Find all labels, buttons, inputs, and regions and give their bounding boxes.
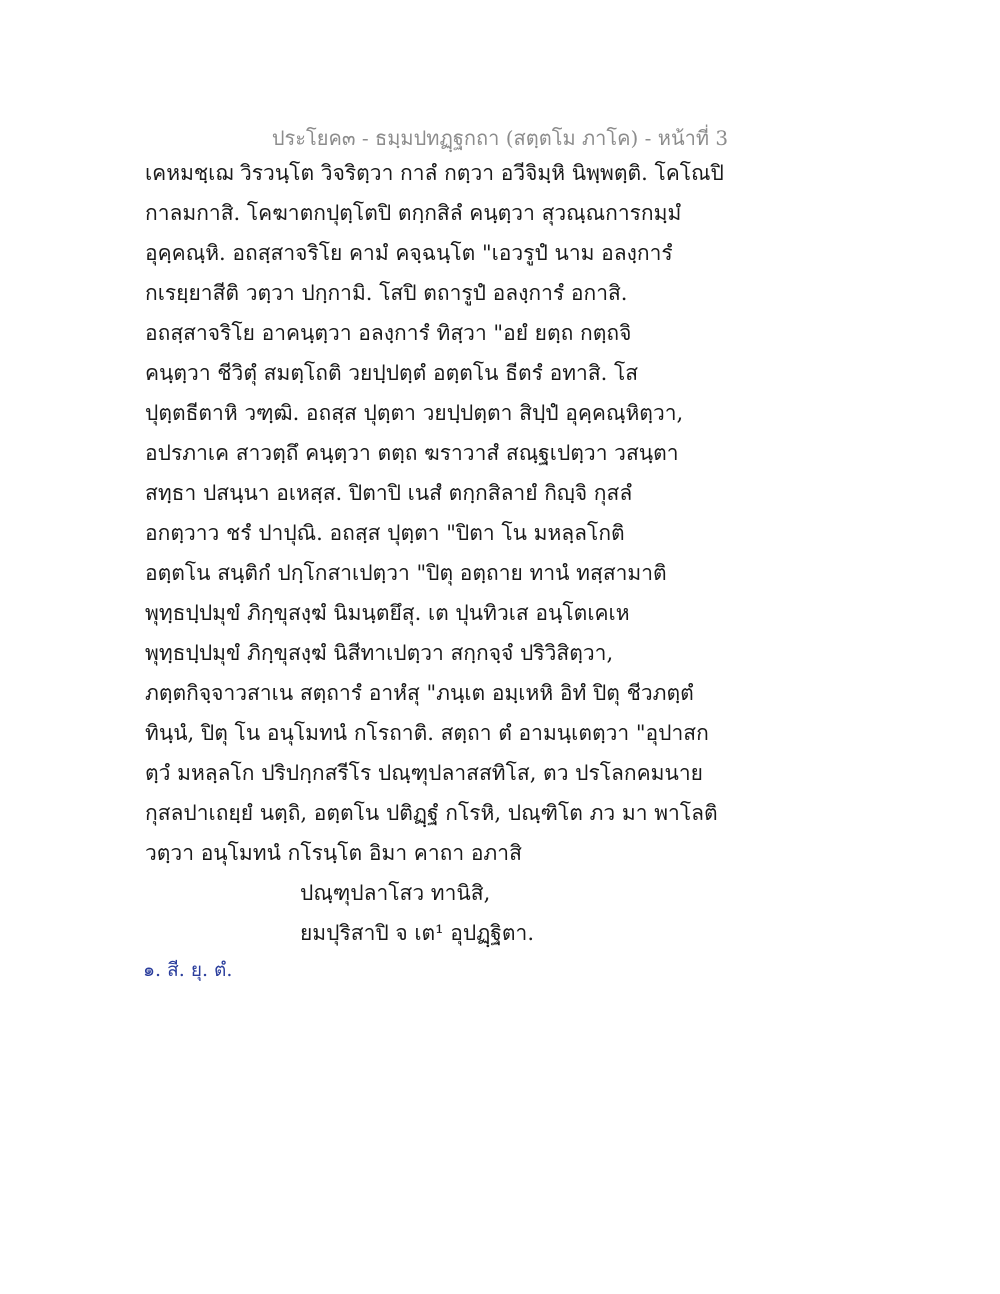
text-line: ปุตฺตธีตาหิ วฑฺฒิ. อถสฺส ปุตฺตา วยปฺปตฺตา สิปฺปํ อุคฺคณฺหิตฺวา,: [145, 401, 684, 425]
text-line: สทฺธา ปสนฺนา อเหสฺส. ปิตาปิ เนสํ ตกฺกสิลายํ กิญฺจิ กุสลํ: [145, 481, 633, 505]
text-line: อกตฺวาว ชรํ ปาปุณิ. อถสฺส ปุตฺตา "ปิตา โน มหลฺลโกติ: [145, 521, 625, 545]
text-line: พุทฺธปฺปมุขํ ภิกฺขุสงฺฆํ นิมนฺตยึสุ. เต ปุนทิวเส อนฺโตเคเห: [145, 601, 630, 625]
text-line: วตฺวา อนุโมทนํ กโรนฺโต อิมา คาถา อภาสิ: [145, 841, 522, 865]
text-line: กาลมกาสิ. โคฆาตกปุตฺโตปิ ตกฺกสิลํ คนฺตฺวา สุวณฺณการกมฺมํ: [145, 201, 682, 225]
text-line: กเรยฺยาสีติ วตฺวา ปกฺกามิ. โสปิ ตถารูปํ อลงฺการํ อกาสิ.: [145, 281, 628, 305]
text-line: อปรภาเค สาวตฺถึ คนฺตฺวา ตตฺถ ฆราวาสํ สณฺฐเปตฺวา วสนฺตา: [145, 441, 679, 465]
text-line: อตฺตโน สนฺติกํ ปกฺโกสาเปตฺวา "ปิตุ อตฺถาย ทานํ ทสฺสามาติ: [145, 561, 667, 585]
text-line: คนฺตฺวา ชีวิตุํ สมตฺโถติ วยปฺปตฺตํ อตฺตโน ธีตรํ อทาสิ. โส: [145, 361, 639, 385]
verse-line: ยมปุริสาปิ จ เต¹ อุปฏฺฐิตา.: [300, 921, 534, 945]
body-text: [145, 155, 865, 875]
text-line: กุสลปาเถยฺยํ นตฺถิ, อตฺตโน ปติฏฺฐํ กโรหิ, ปณฺฑิโต ภว มา พาโลติ: [145, 801, 718, 825]
text-line: พุทฺธปฺปมุขํ ภิกฺขุสงฺฆํ นิสีทาเปตฺวา สกฺกจฺจํ ปริวิสิตฺวา,: [145, 641, 614, 665]
footnote: ๑. สี. ยุ. ตํ.: [143, 959, 233, 981]
verse-line: ปณฺฑุปลาโสว ทานิสิ,: [300, 881, 491, 905]
page-header: ประโยค๓ - ธมฺมปทฏฺฐกถา (สตฺตโม ภาโค) - หน้าที่ 3: [271, 126, 729, 150]
text-line: ภตฺตกิจฺจาวสาเน สตฺถารํ อาหํสุ "ภนฺเต อมฺเหหิ อิทํ ปิตุ ชีวภตฺตํ: [145, 681, 694, 705]
text-line: ตฺวํ มหลฺลโก ปริปกฺกสรีโร ปณฺฑุปลาสสทิโส, ตว ปรโลกคมนาย: [145, 761, 703, 785]
text-line: อุคฺคณฺหิ. อถสฺสาจริโย คามํ คจฺฉนฺโต "เอวรูปํ นาม อลงฺการํ: [145, 241, 673, 265]
text-line: อถสฺสาจริโย อาคนฺตฺวา อลงฺการํ ทิสฺวา "อยํ ยตฺถ กตฺถจิ: [145, 321, 632, 345]
text-line: เคหมชฺเฌ วิรวนฺโต วิจริตฺวา กาลํ กตฺวา อวีจิมฺหิ นิพฺพตฺติ. โคโณปิ: [145, 161, 724, 185]
verse-block: [300, 875, 860, 955]
text-line: ทินฺนํ, ปิตุ โน อนุโมทนํ กโรถาติ. สตฺถา ตํ อามนฺเตตฺวา "อุปาสก: [145, 721, 709, 745]
